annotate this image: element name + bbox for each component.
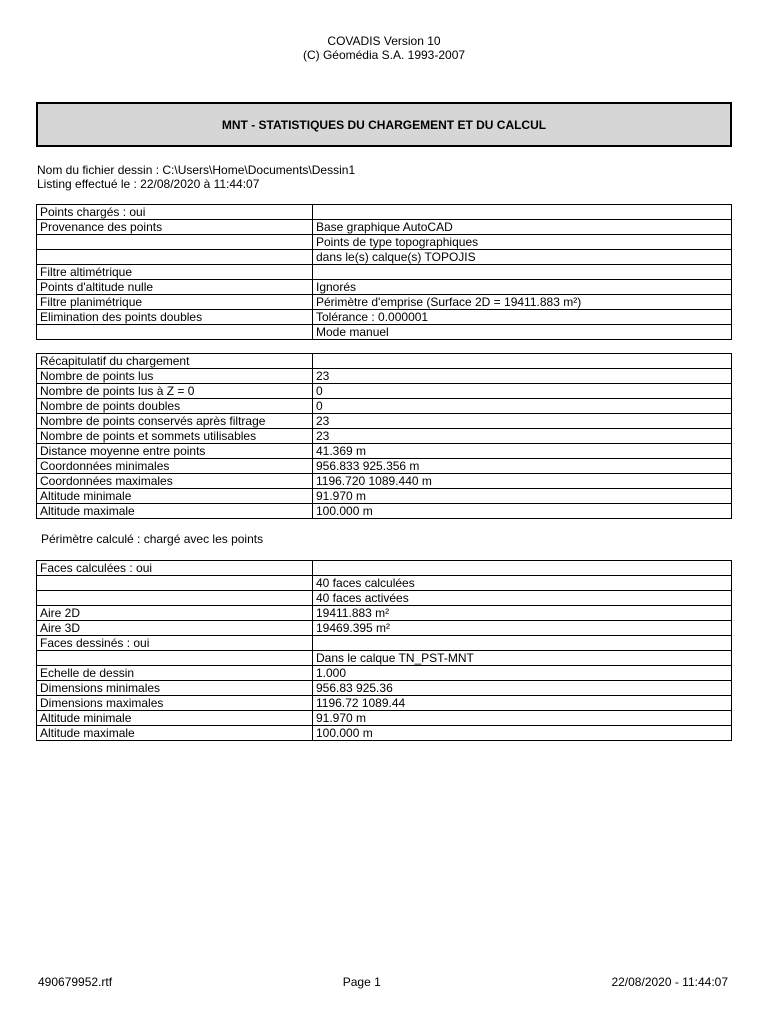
table-row	[37, 250, 732, 265]
row-label: Altitude maximale	[37, 504, 313, 519]
listing-date-line: Listing effectué le : 22/08/2020 à 11:44:07	[37, 177, 260, 191]
row-value: 19411.883 m²	[313, 606, 732, 621]
row-label: Nombre de points lus à Z = 0	[37, 384, 313, 399]
row-label: Aire 3D	[37, 621, 313, 636]
table-row	[37, 651, 732, 666]
row-label: Nombre de points conservés après filtrage	[37, 414, 313, 429]
row-label: Aire 2D	[37, 606, 313, 621]
row-label: Points d'altitude nulle	[37, 280, 313, 295]
row-value: 100.000 m	[313, 726, 732, 741]
document-header	[0, 34, 768, 62]
row-label: Coordonnées minimales	[37, 459, 313, 474]
row-label: Points chargés : oui	[37, 205, 313, 220]
row-label	[37, 651, 313, 666]
loading-parameters-table	[36, 204, 732, 340]
row-value: Mode manuel	[313, 325, 732, 340]
row-value: 1196.720 1089.440 m	[313, 474, 732, 489]
table-row	[37, 666, 732, 681]
table-row	[37, 636, 732, 651]
file-info	[37, 163, 355, 191]
row-label	[37, 325, 313, 340]
row-value: dans le(s) calque(s) TOPOJIS	[313, 250, 732, 265]
row-label: Nombre de points doubles	[37, 399, 313, 414]
footer-date: 22/08/2020 - 11:44:07	[611, 975, 728, 989]
row-label: Altitude maximale	[37, 726, 313, 741]
table-row	[37, 591, 732, 606]
perimeter-note: Périmètre calculé : chargé avec les points	[41, 532, 264, 546]
table-row	[37, 444, 732, 459]
row-value	[313, 205, 732, 220]
row-label: Echelle de dessin	[37, 666, 313, 681]
table-row	[37, 354, 732, 369]
row-label: Dimensions minimales	[37, 681, 313, 696]
table-row	[37, 711, 732, 726]
copyright: (C) Géomédia S.A. 1993-2007	[302, 48, 466, 62]
table-row	[37, 310, 732, 325]
table-row	[37, 295, 732, 310]
row-value: Base graphique AutoCAD	[313, 220, 732, 235]
row-value: 19469.395 m²	[313, 621, 732, 636]
row-value: Tolérance : 0.000001	[313, 310, 732, 325]
row-value: Périmètre d'emprise (Surface 2D = 19411.883 m²)	[313, 295, 732, 310]
row-label: Filtre altimétrique	[37, 265, 313, 280]
table-row	[37, 414, 732, 429]
row-label	[37, 576, 313, 591]
table-row	[37, 489, 732, 504]
table-row	[37, 235, 732, 250]
row-value: 23	[313, 414, 732, 429]
table-row	[37, 561, 732, 576]
row-label: Nombre de points lus	[37, 369, 313, 384]
row-label: Distance moyenne entre points	[37, 444, 313, 459]
row-label: Faces dessinés : oui	[37, 636, 313, 651]
loading-summary-table	[36, 353, 732, 519]
row-label	[37, 235, 313, 250]
table-row	[37, 474, 732, 489]
row-value: 956.83 925.36	[313, 681, 732, 696]
table-row	[37, 205, 732, 220]
row-value: 23	[313, 429, 732, 444]
row-value	[313, 354, 732, 369]
footer-filename: 490679952.rtf	[38, 975, 113, 989]
row-label	[37, 591, 313, 606]
table-row	[37, 606, 732, 621]
row-value	[313, 265, 732, 280]
row-value: 0	[313, 399, 732, 414]
row-value: 40 faces calculées	[313, 576, 732, 591]
table-row	[37, 384, 732, 399]
table-row	[37, 681, 732, 696]
table-row	[37, 429, 732, 444]
table-row	[37, 265, 732, 280]
table-row	[37, 621, 732, 636]
table-row	[37, 325, 732, 340]
row-value: 1196.72 1089.44	[313, 696, 732, 711]
row-label: Nombre de points et sommets utilisables	[37, 429, 313, 444]
table-row	[37, 726, 732, 741]
row-label: Filtre planimétrique	[37, 295, 313, 310]
row-label: Altitude minimale	[37, 489, 313, 504]
report-title: MNT - STATISTIQUES DU CHARGEMENT ET DU CALCUL	[221, 117, 547, 132]
row-value: 40 faces activées	[313, 591, 732, 606]
file-name-line: Nom du fichier dessin : C:\Users\Home\Documents\Dessin1	[37, 163, 356, 177]
row-value	[313, 636, 732, 651]
row-value: Dans le calque TN_PST-MNT	[313, 651, 732, 666]
row-label: Coordonnées maximales	[37, 474, 313, 489]
table-row	[37, 369, 732, 384]
table-row	[37, 696, 732, 711]
row-label: Altitude minimale	[37, 711, 313, 726]
software-version: COVADIS Version 10	[327, 34, 441, 48]
table-row	[37, 280, 732, 295]
row-label: Provenance des points	[37, 220, 313, 235]
report-title-box	[37, 103, 731, 146]
row-value: 0	[313, 384, 732, 399]
table-row	[37, 220, 732, 235]
row-label: Récapitulatif du chargement	[37, 354, 313, 369]
table-row	[37, 459, 732, 474]
table-row	[37, 504, 732, 519]
row-value: 100.000 m	[313, 504, 732, 519]
page-footer	[38, 975, 728, 989]
row-value: 41.369 m	[313, 444, 732, 459]
row-label: Dimensions maximales	[37, 696, 313, 711]
faces-table	[36, 560, 732, 741]
row-value: 91.970 m	[313, 489, 732, 504]
row-label	[37, 250, 313, 265]
row-label: Faces calculées : oui	[37, 561, 313, 576]
row-value: 91.970 m	[313, 711, 732, 726]
row-value: 23	[313, 369, 732, 384]
footer-page-number: Page 1	[342, 975, 381, 989]
table-row	[37, 576, 732, 591]
row-value: Ignorés	[313, 280, 732, 295]
row-value: 956.833 925.356 m	[313, 459, 732, 474]
row-label: Elimination des points doubles	[37, 310, 313, 325]
row-value: Points de type topographiques	[313, 235, 732, 250]
table-row	[37, 399, 732, 414]
row-value	[313, 561, 732, 576]
row-value: 1.000	[313, 666, 732, 681]
